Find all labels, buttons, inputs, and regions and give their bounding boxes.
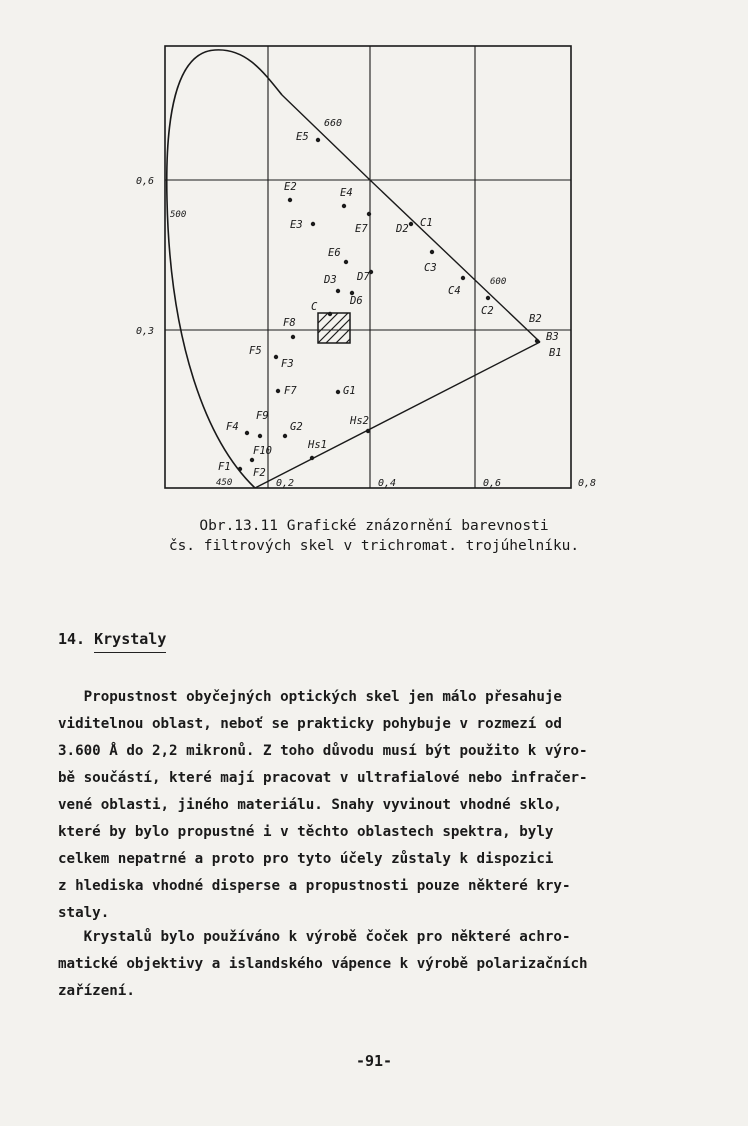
label-D6: D6 (350, 295, 363, 307)
x-tick-06: 0,6 (483, 478, 502, 489)
spectral-locus (167, 50, 282, 488)
caption-line: čs. filtrových skel v trichromat. trojúhelníku. (168, 538, 580, 554)
paragraph-2 (58, 924, 698, 1005)
text-line: 3.600 Å do 2,2 mikronů. Z toho důvodu musí být použito k výro- (58, 743, 588, 759)
text-line: z hlediska vhodné disperse a propustnosti pouze některé kry- (58, 878, 571, 894)
label-E6: E6 (328, 247, 341, 259)
label-F7: F7 (284, 385, 297, 397)
label-F1: F1 (218, 461, 231, 473)
section-title: Krystaly (94, 630, 166, 653)
label-D7: D7 (357, 271, 370, 283)
paragraph-1 (58, 684, 698, 927)
page-number: -91- (355, 1052, 393, 1070)
text-line: zařízení. (58, 983, 135, 999)
label-F8: F8 (283, 317, 296, 329)
label-B1: B1 (549, 347, 562, 359)
label-C: C (311, 301, 318, 313)
label-E3: E3 (290, 219, 303, 231)
label-E5: E5 (296, 131, 309, 143)
caption-line: Obr.13.11 Grafické znázornění barevnosti (199, 518, 549, 534)
label-D3: D3 (324, 274, 337, 286)
x-tick-04: 0,4 (378, 478, 397, 489)
label-C4: C4 (448, 285, 461, 297)
wl-500: 500 (170, 210, 187, 220)
label-F9: F9 (256, 410, 269, 422)
label-F5: F5 (249, 345, 262, 357)
point-labels (218, 131, 562, 479)
label-Hs2: Hs2 (350, 415, 369, 427)
label-F3: F3 (281, 358, 294, 370)
label-B3: B3 (546, 331, 559, 343)
y-tick-06: 0,6 (136, 176, 155, 187)
label-E4: E4 (340, 187, 353, 199)
x-tick-08: 0,8 (578, 478, 597, 489)
text-line: které by bylo propustné i v těchto oblastech spektra, byly (58, 824, 554, 840)
filter-points (238, 138, 539, 471)
text-line: vené oblasti, jiného materiálu. Snahy vyvinout vhodné sklo, (58, 797, 562, 813)
label-Hs1: Hs1 (308, 439, 327, 451)
wl-450: 450 (216, 478, 233, 488)
label-G2: G2 (290, 421, 303, 433)
wl-600: 600 (490, 277, 507, 287)
y-tick-03: 0,3 (136, 326, 155, 337)
text-line: viditelnou oblast, neboť se prakticky pohybuje v rozmezí od (58, 716, 562, 732)
label-F4: F4 (226, 421, 239, 433)
white-point-square (318, 313, 350, 343)
text-line: Krystalů bylo používáno k výrobě čoček pro některé achro- (58, 929, 571, 945)
label-C3: C3 (424, 262, 437, 274)
x-tick-02: 0,2 (276, 478, 295, 489)
label-D2: D2 (396, 223, 409, 235)
text-line: Propustnost obyčejných optických skel jen málo přesahuje (58, 689, 562, 705)
label-E7: E7 (355, 223, 368, 235)
label-F10: F10 (253, 445, 272, 457)
label-B2: B2 (529, 313, 542, 325)
label-F2: F2 (253, 467, 266, 479)
section-number: 14. (58, 630, 86, 648)
wl-660: 660 (324, 118, 343, 129)
label-C2: C2 (481, 305, 494, 317)
chromaticity-diagram (0, 0, 748, 510)
label-E2: E2 (284, 181, 297, 193)
text-line: celkem nepatrné a proto pro tyto účely zůstaly k dispozici (58, 851, 554, 867)
section-heading (58, 630, 166, 648)
text-line: bě součástí, které mají pracovat v ultrafialové nebo infračer- (58, 770, 588, 786)
text-line: staly. (58, 905, 110, 921)
label-C1: C1 (420, 217, 433, 229)
label-G1: G1 (343, 385, 356, 397)
figure-caption (0, 516, 748, 556)
text-line: matické objektivy a islandského vápence k výrobě polarizačních (58, 956, 588, 972)
